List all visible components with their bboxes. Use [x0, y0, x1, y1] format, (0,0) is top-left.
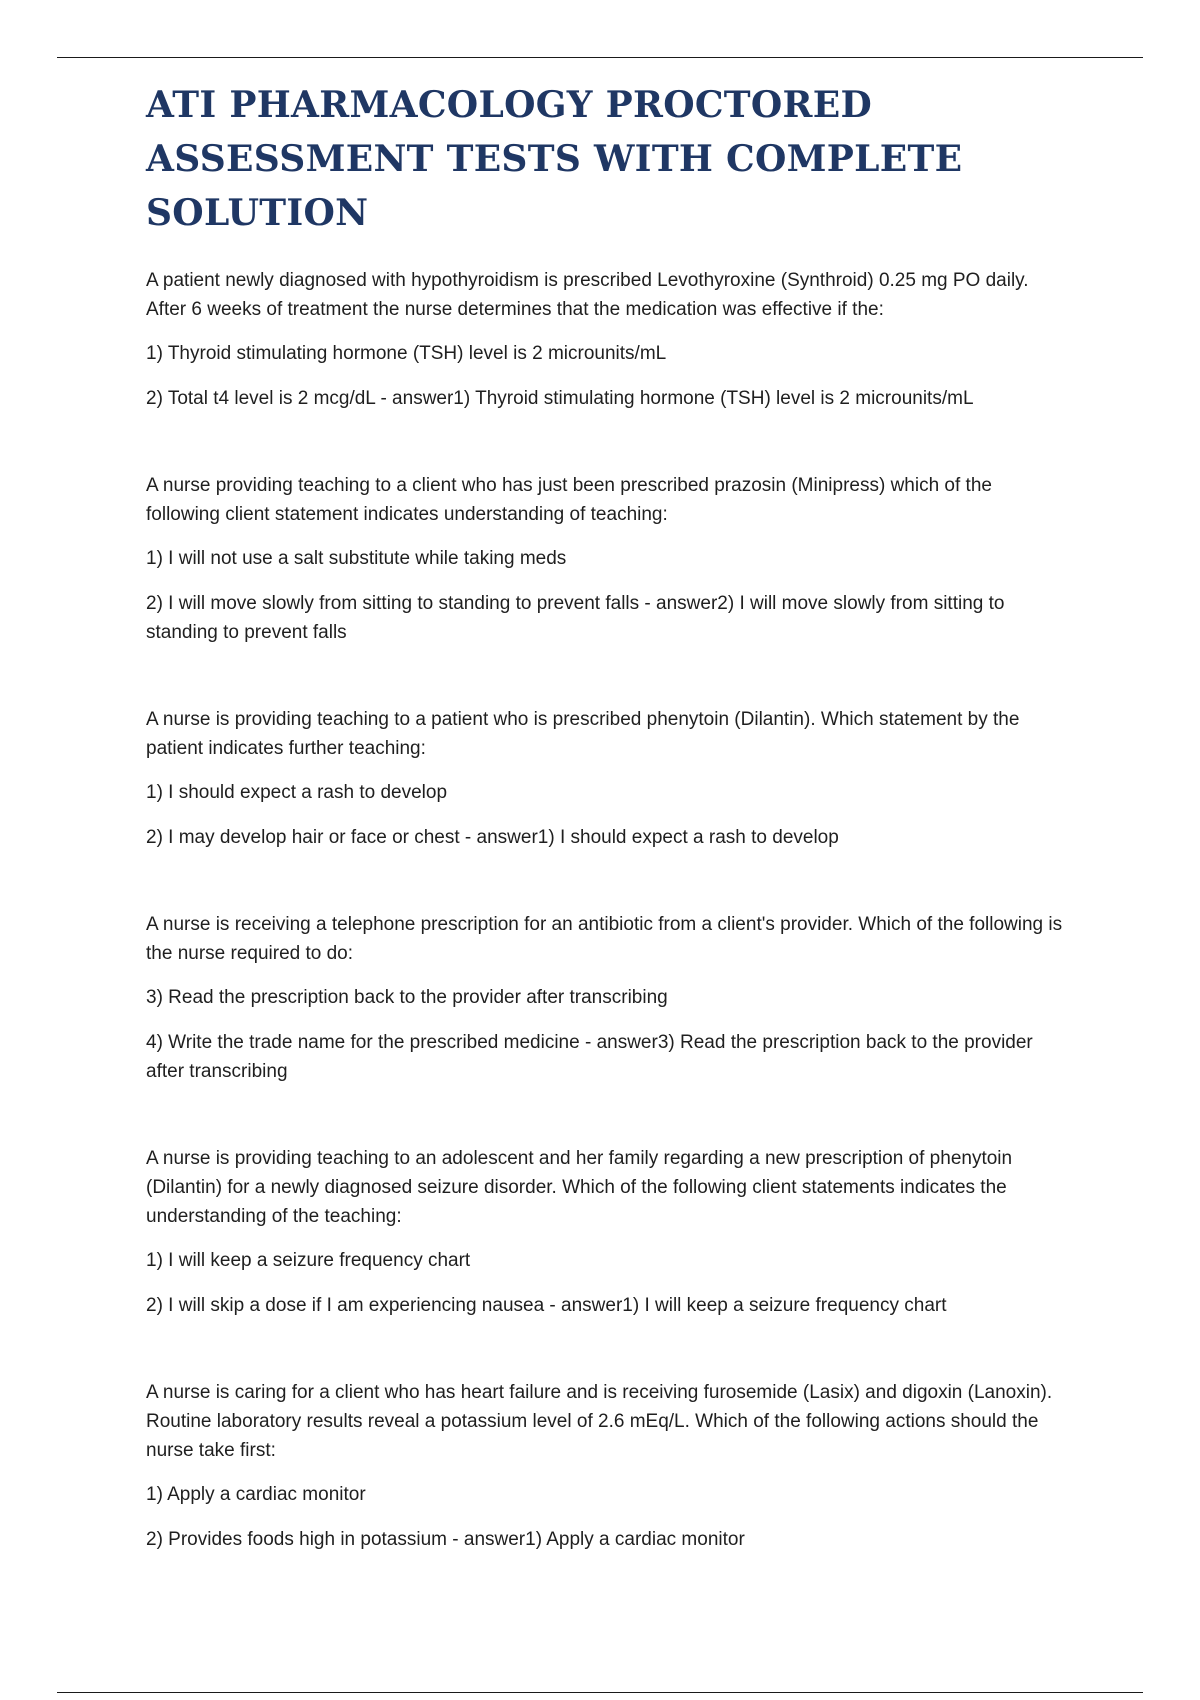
document-page	[146, 78, 1066, 1612]
question-text: A patient newly diagnosed with hypothyroidism is prescribed Levothyroxine (Synthroid) 0.25 mg PO daily. After 6 weeks of treatment the nurse determines that the medication was effective if the:	[146, 270, 1029, 320]
footer-rule	[57, 1692, 1143, 1693]
question-text: A nurse is providing teaching to a patient who is prescribed phenytoin (Dilantin). Which statement by the patient indicates further teaching:	[146, 709, 1020, 759]
question-text: A nurse is receiving a telephone prescription for an antibiotic from a client's provider. Which of the following is the nurse required to do:	[146, 914, 1063, 964]
answer-option: 1) I should expect a rash to develop	[146, 782, 448, 803]
answer-option: 4) Write the trade name for the prescribed medicine - answer3) Read the prescription back to the provider after transcribing	[146, 1032, 1033, 1082]
header-rule	[57, 57, 1143, 58]
question-block	[146, 266, 1066, 413]
question-block	[146, 1144, 1066, 1320]
answer-option: 2) Provides foods high in potassium - answer1) Apply a cardiac monitor	[146, 1529, 745, 1550]
question-block	[146, 910, 1066, 1086]
question-block	[146, 705, 1066, 852]
answer-option: 1) Apply a cardiac monitor	[146, 1484, 366, 1505]
answer-option: 2) I will skip a dose if I am experiencing nausea - answer1) I will keep a seizure frequency chart	[146, 1295, 947, 1316]
answer-option: 1) I will keep a seizure frequency chart	[146, 1250, 471, 1271]
answer-option: 1) Thyroid stimulating hormone (TSH) level is 2 microunits/mL	[146, 343, 667, 364]
answer-option: 1) I will not use a salt substitute while taking meds	[146, 548, 567, 569]
answer-option: 2) I may develop hair or face or chest - answer1) I should expect a rash to develop	[146, 827, 839, 848]
answer-option: 2) I will move slowly from sitting to standing to prevent falls - answer2) I will move slowly from sitting to standing to prevent falls	[146, 593, 1005, 643]
question-block	[146, 471, 1066, 647]
question-block	[146, 1378, 1066, 1554]
question-text: A nurse providing teaching to a client who has just been prescribed prazosin (Minipress) which of the following client statement indicates understanding of teaching:	[146, 475, 992, 525]
document-title: ATI PHARMACOLOGY PROCTORED ASSESSMENT TESTS WITH COMPLETE SOLUTION	[146, 84, 963, 234]
answer-option: 3) Read the prescription back to the provider after transcribing	[146, 987, 668, 1008]
answer-option: 2) Total t4 level is 2 mcg/dL - answer1) Thyroid stimulating hormone (TSH) level is 2 microunits/mL	[146, 388, 974, 409]
question-text: A nurse is caring for a client who has heart failure and is receiving furosemide (Lasix) and digoxin (Lanoxin). Routine laboratory results reveal a potassium level of 2.6 mEq/L. Which of the following actions should the nurse take first:	[146, 1382, 1053, 1461]
question-text: A nurse is providing teaching to an adolescent and her family regarding a new prescription of phenytoin (Dilantin) for a newly diagnosed seizure disorder. Which of the following client statements indicates the understanding of the teaching:	[146, 1148, 1013, 1227]
